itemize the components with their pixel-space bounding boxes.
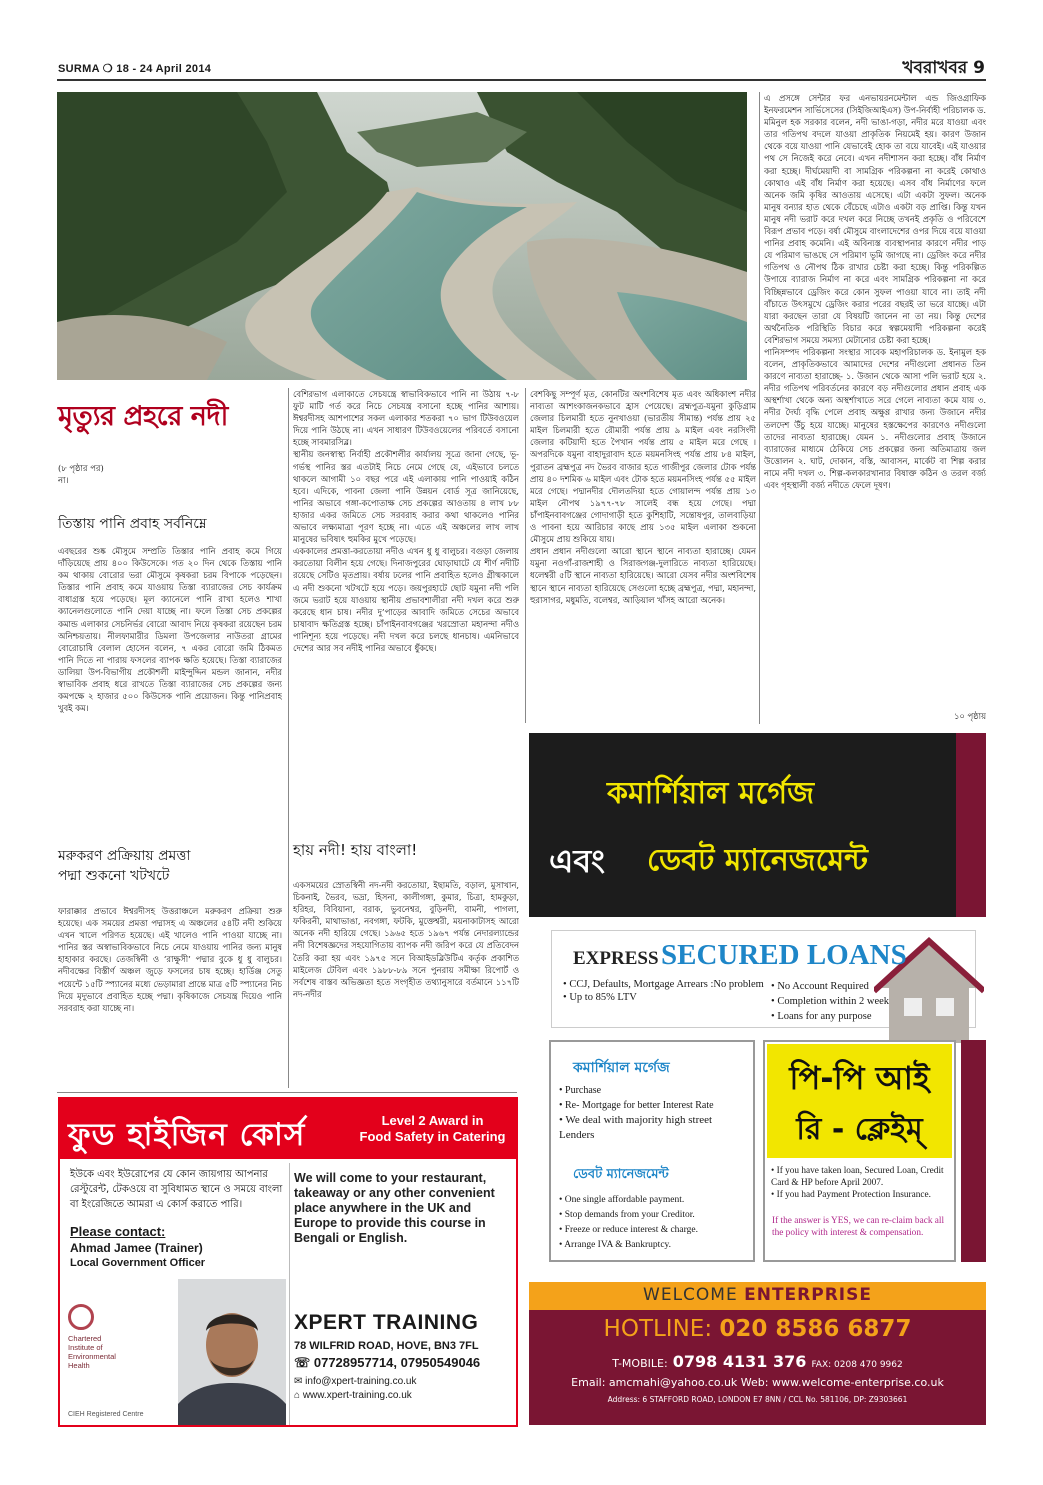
dm-title: ডেবট ম্যানেজমেন্ট (573, 1167, 669, 1182)
award-text: Level 2 Award in Food Safety in Catering (359, 1113, 506, 1144)
masthead-issue: SURMA ❍ 18 - 24 April 2014 (58, 63, 212, 75)
subheading-hay-nodi: হায় নদী! হায় বাংলা! (293, 841, 418, 859)
header-rule (57, 79, 986, 81)
cieh-logo-icon (68, 1304, 94, 1330)
ppi-list (771, 1165, 953, 1201)
article-col2-para2: একসময়ের স্রোতস্বিনী নদ-নদী করতোয়া, ইছামতি, বড়াল, মুসাখান, চিকনাই, ভৈরব, ভদ্রা, হিসনা, কালীগঙ্গা, কুমার, চিত্রা, হামকুড়া, হরিহর, বিবিয়ানা, বরাক, ভুবনেশ্বর, বুড়িনদী, বামনী, পাগলা, ফকিরনী, মাথাভাঙা, নবগঙ্গা, ফটকি, মুক্তেশ্বরী, ময়নাকাটাসহ আরো অনেক নদী হারিয়ে গেছে। ১৯৬৫ হতে ১৯৬৭ পর্যন্ত নেদারল্যান্ডের নদী বিশেষজ্ঞদের সহযোগিতায় ব্যাপক নদী জরিপ করে যে প্রতিবেদন তৈরি করা হয় এবং ১৯৭৫ সনে বিআইডব্লিউটিএ কর্তৃক প্রকাশিত মাইলেজ টেবিল এবং ১৯৮৮-৮৯ সনে পুনরায় সমীক্ষা রিপোর্ট ও সর্বশেষ বাস্তব অভিজ্ঞতা হতে সংগৃহীত তথ্যানুসারে বর্তমানে ১১৭টি নদ-নদীর (293, 880, 519, 999)
english-offer: We will come to your restaurant, takeaway or any other convenient place anywhere in the UK and Europe to provide this course in Bengali or English. (294, 1171, 495, 1245)
article-col4: এ প্রসঙ্গে সেন্টার ফর এনভায়রনমেন্টাল এন্ড জিওগ্রাফিক ইনফরমেশন সার্ভিসেসের (সিইজিআইএস) উপ-নির্বাহী পরিচালক ড. মমিনুল হক সরকার বলেন, নদী ভাঙা-গড়া, নদীর মরে যাওয়া এবং তার গতিপথ বদলে যাওয়া প্রাকৃতিক নিয়মেই হয়। কারণ উজান থেকে বয়ে যাওয়া পানি যেভাবেই হোক তা বয়ে যাবেই। এই যাওয়ার পথ সে নিজেই করে নেবে। এখন নদীশাসন করা হচ্ছে। বাঁধ নির্মাণ করা হচ্ছে। দীর্ঘমেয়াদী বা সামগ্রিক পরিকল্পনা না করেই কোথাও কোথাও এই বাঁধ নির্মাণ করা হয়েছে। এসব বাঁধ নির্মাণের ফলে অনেক জমি কৃষির আওতায় এসেছে। এটা একটা সুফল। অনেক মানুষ বন্যার হাত থেকে বেঁচেছে এটাও একটা বড় প্রাপ্তি। কিন্তু যখন মানুষ নদী ভরাট করে দখল করে নিচ্ছে তখনই প্রকৃতি ও পরিবেশে বিরূপ প্রভাব পড়ে। বর্ষা মৌসুমে বাংলাদেশের ওপর দিয়ে বয়ে যাওয়া পানির প্রবাহ কমেনি। এই অবিন্যস্ত ব্যবস্থাপনার কারণে নদীর পাড় যে পরিমাণ ভাঙছে সে পরিমাণ ভূমি জাগছে না। ড্রেজিং করে নদীর গতিপথ ও নৌপথ ঠিক রাখার চেষ্টা করা হচ্ছে। কিন্তু পরিকল্পিত উপায়ে ব্যারাজ নির্মাণ না করে এবং সামগ্রিক পরিকল্পনা না করে বিচ্ছিন্নভাবে ড্রেজিং করে কোন সুফল পাওয়া যাবে না। তাই নদী বাঁচাতে উৎসমুখে ড্রেজিং করার পরের বছরই তা ভরে যাচ্ছে। এটা যারা করছেন তারা যে বিষয়টি জানেন না তা নয়। কিন্তু দেশের অর্থনৈতিক পরিস্থিতি বিচার করে স্বল্পমেয়াদী পরিকল্পনা করেই বেশিরভাগ সময়ে সমস্যা মেটানোর চেষ্টা করা হচ্ছে। পানিসম্পদ পরিকল্পনা সংস্থার সাবেক মহাপরিচালক ড. ইনামুল হক বলেন, প্রাকৃতিকভাবে আমাদের দেশের নদীগুলো প্রধানত তিন কারণে নাব্যতা হারাচ্ছে- ১. উজান থেকে আসা পলি ভরাট হয়ে ২. নদীর গতিপথ পরিবর্তনের কারণে বড় নদীগুলোর প্রধান প্রবাহ এক অস্থর্শাখা থেকে অন্য অস্থর্শাখাতে সরে গেলে নাব্যতা কমে যায় ৩. নদীর দৈর্ঘ্য বৃদ্ধি পেলে প্রবাহ অক্ষুণ্ণ রাখার জন্য উজানে নদীর তলদেশ উঁচু হয়ে যাচ্ছে। মানুষের হস্তক্ষেপের কারণেও নদীগুলো তাদের নাব্যতা হারাচ্ছে। যেমন ১. নদীগুলোর প্রবাহ উজানে ব্যারাজের মাধ্যমে ঠেকিয়ে সেচ প্রকল্পের জন্য অতিমাত্রায় জল উত্তোলন ২. ঘাট, দোকান, বস্তি, আবাসন, মার্কেট বা শিল্প করার নামে নদী দখল ৩. শিল্প-কলকারখানার বিষাক্ত কঠিন ও তরল বর্জ্য এবং গৃহস্থালী বর্জ্য নদীতে ফেলে দূষণ। (764, 93, 986, 490)
ppi-note: If the answer is YES, we can re-claim back all the policy with interest & compensation. (772, 1216, 945, 1238)
hotline[interactable] (529, 1316, 986, 1342)
ppi-item: • If you had Payment Protection Insurance. (771, 1190, 931, 1200)
tmobile[interactable] (529, 1352, 986, 1371)
trainer-photo (178, 1279, 286, 1427)
cm-item: • We deal with majority high street Lenders (559, 1114, 713, 1141)
cm-item: • Purchase (559, 1085, 602, 1096)
article-col2-para1: বেশিরভাগ এলাকাতে সেচযন্ত্রে স্বাভাবিকভাবে পানি না উঠায় ৭-৮ ফুট মাটি গর্ত করে নিচে সেচযন্ত্র বসানো হচ্ছে পানির আশায়। ঈশ্বরদীসহ আশপাশের সকল এলাকার শতকরা ৭০ ভাগ টিউবওয়েল দিয়ে পানি উঠছে না। এখন সাধারণ টিউবওয়েলের পরিবর্তে বসানো হচ্ছে সাবমারসিব্ল। স্থানীয় জনস্বাস্থ্য নির্বাহী প্রকৌশলীর কার্যালয় সূত্রে জানা গেছে, ভূ-গর্ভস্থ পানির স্তর এতটাই নিচে নেমে গেছে যে, এইভাবে চলতে থাকলে আগামী ১০ বছর পরে এই এলাকায় পানি পাওয়াই কঠিন হবে। এদিকে, পাবনা জেলা পানি উন্নয়ন বোর্ড সূত্র জানিয়েছে, পানির অভাবে গঙ্গা-কপোতাক্ষ সেচ প্রকল্পের আওতায় ৪ লাখ ৮৮ হাজার একর জমিতে সেচ সরবরাহ করার কথা থাকলেও পানির অভাবে লক্ষ্যমাত্রা পূরণ হচ্ছে না। এতে এই অঞ্চলের লাখ লাখ মানুষের ভবিষ্যৎ হুমকির মুখে পড়েছে। এককালের প্রমত্তা-করতোয়া নদীও এখন ধু ধু বালুচর। বগুড়া জেলায় করতোয়া বিলীন হয়ে গেছে। দিনাজপুরের ঘোড়াঘাটে যে শীর্ণ নদীটি রয়েছে সেটিও মৃতপ্রায়। বর্ষায় ঢলের পানি প্রবাহিত হলেও গ্রীষ্মকালে এ নদী শুকনো খটখটে হয়ে পড়ে। জয়পুরহাটে ছোট যমুনা নদী পলি জমে ভরাট হয়ে যাওয়ায় স্থানীয় প্রভাবশালীরা নদী দখল করে শুরু করেছে ধান চাষ। নদীর দু’পাড়ের আবাদি জমিতে সেচের অভাবে চাষাবাদ ক্ষতিগ্রস্ত হচ্ছে। চাঁপাইনবাবগঞ্জের খরস্রোতা মহানন্দা নদীও পানিশূন্য হয়ে পড়েছে। নদী দখল করে চলছে ধানচাষ। এমনিভাবে দেশের আর সব নদীই পানির অভাবে ধুঁকছে। (293, 389, 519, 653)
contact-name: Ahmad Jamee (Trainer) (70, 1241, 203, 1255)
ppi-side-stripe (961, 1040, 986, 1262)
ad-title: ফুড হাইজিন কোর্স (68, 1117, 306, 1153)
enterprise-word: ENTERPRISE (744, 1285, 872, 1305)
banner-line2: ডেবট ম্যানেজমেন্ট (647, 843, 868, 878)
welcome-title (529, 1285, 986, 1305)
cieh-logo (68, 1304, 138, 1384)
river-photo (57, 92, 747, 380)
article-col3: বেশকিছু সম্পূর্ণ মৃত, কোনটির অংশবিশেষ মৃত এবং অধিকাংশ নদীর নাব্যতা আশংকাজনকভাবে হ্রাস পেয়েছে। ব্রহ্মপুত্র-যমুনা কুড়িগ্রাম জেলার চিলমারী হতে নুনখাওয়া (ভারতীয় সীমান্ত) পর্যন্ত প্রায় ২৫ মাইল চিলমারী হতে রৌমারী পর্যন্ত প্রায় ৯ মাইল এবং নরসিংদী জেলার কটিয়াদী হতে পৈখান পর্যন্ত প্রায় ৫ মাইল মরে গেছে । অপরদিকে যমুনা বাহাদুরাবাদ হতে ময়মনসিংহ পর্যন্ত প্রায় ৮৪ মাইল, পুরাতন ব্রহ্মপুত্র নদ ভৈরব বাজার হতে গাজীপুর জেলার টোক পর্যন্ত প্রায় ৪০ দশমিক ৬ মাইল এবং টোক হতে ময়মনসিংহ পর্যন্ত ৫৫ মাইল মরে গেছে। পদ্মানদীর দৌলতদিয়া হতে গোয়ালন্দ পর্যন্ত প্রায় ১৩ মাইল নৌপথ ১৯৭৭-৭৮ সালেই বন্ধ হয়ে গেছে। পদ্মা চাঁপাইনবাবগঞ্জের গোদাগাড়ী হতে কুশিহাটি, সন্তোষপুর, তালবাড়িয়া ও পাবনা হয়ে আরিচার কাছে প্রায় ১৩৫ মাইল এলাকা শুকনো মৌসুমে প্রায় শুকিয়ে যায়। প্রধান প্রধান নদীগুলো আরো স্থানে স্থানে নাব্যতা হারাচ্ছে। যেমন যমুনা নওগাঁ-রাজশাহী ও সিরাজগঞ্জ-দুলারিতে নাব্যতা হারিয়েছে। ধলেশ্বরী ৫টি স্থানে নাব্যতা হারিয়েছে। আরো যেসব নদীর অংশবিশেষ স্থানে স্থানে নাব্যতা হারিয়েছে সেগুলো হচ্ছে ব্রহ্মপুত্র, পদ্মা, মহানন্দা, হুরাসাগর, মধুমতি, বলেশ্বর, আড়িয়াল খাঁসহ আরো অনেক। (530, 389, 756, 605)
hotline-number: 020 8586 6877 (719, 1316, 912, 1342)
cieh-registered: CIEH Registered Centre (68, 1411, 144, 1418)
subheading-teesta: তিস্তায় পানি প্রবাহ সর্বনিম্নে (58, 516, 207, 532)
welcome-word: WELCOME (643, 1285, 738, 1305)
address-line: Address: 6 STAFFORD ROAD, LONDON E7 8NN / CCL No. 581106, DP: Z9303661 (607, 1395, 908, 1404)
loan-feature: • Loans for any purpose (771, 1011, 872, 1022)
express-label: EXPRESS (573, 948, 659, 969)
loan-features-right (771, 979, 891, 1024)
hotline-label: HOTLINE: (603, 1316, 713, 1342)
loan-feature: • CCJ, Defaults, Mortgage Arrears :No problem (563, 979, 764, 990)
section-rule (57, 1092, 517, 1093)
contact-label: Please contact: (70, 1224, 166, 1239)
dm-list (559, 1193, 749, 1253)
article-col1-para2: ফারাক্কার প্রভাবে ঈশ্বরদীসহ উত্তরাঞ্চলে মরুকরণ প্রক্রিয়া শুরু হয়েছে। এক সময়ের প্রমত্তা পদ্মাসহ এ অঞ্চলের ৫৪টি নদী শুকিয়ে এখন খালে পরিণত হয়েছে। এই খালেও পানি পাওয়া যাচ্ছে না। পানির স্তর অস্বাভাবিকভাবে নিচে নেমে যাওয়ায় পানির জন্য মানুষ হাহাকার করছে। তেজস্বিনী ও ‘রাক্ষুসী’ পদ্মার বুকে ধু ধু বালুচর। নদীবক্ষের বিস্তীর্ণ অঞ্চল জুড়ে ফসলের চাষ হচ্ছে। হার্ডিঞ্জ সেতু পয়েন্টে ১৫টি স্প্যানের মধ্যে ভেড়ামারা প্রান্তে মাত্র ৫টি স্প্যানের নিচ দিয়ে মৃদুভাবে প্রবাহিত হচ্ছে পদ্মা। কৃষিকাজে সেচযন্ত্র দিয়েও পানি সরবরাহ করা যাচ্ছে না। (58, 906, 282, 1013)
tmobile-number: 0798 4131 376 (672, 1352, 807, 1371)
food-hygiene-ad (58, 1097, 518, 1427)
trainer-avatar-icon (178, 1279, 286, 1427)
banner-line2-and: এবং (549, 842, 605, 880)
company-address: 78 WILFRID ROAD, HOVE, BN3 7FL (294, 1340, 479, 1352)
river-landscape-image (57, 92, 747, 380)
loan-feature: • Up to 85% LTV (563, 991, 637, 1003)
company-phones: ☏ 07728957714, 07950549046 (294, 1355, 481, 1370)
article-col1-para1: এবছরের শুষ্ক মৌসুমে সম্প্রতি তিস্তার পানি প্রবাহ কমে গিয়ে দাঁড়িয়েছে প্রায় ৪০০ কিউসেকে। গত ২০ দিন থেকে তিস্তায় পানি কম থাকায় বোরোর ভরা মৌসুমে কৃষকরা চরম বিপাকে পড়েছেন। তিস্তার পানি প্রবাহ কমে যাওয়ায় তিস্তা ব্যারাজের সেচ কার্যক্রম বাধাগ্রস্ত হয়ে পড়েছে। মূল ক্যানেলে পানি রাখা হলেও শাখা ক্যানেলগুলোতে পানি দেয়া যাচ্ছে না। ফলে তিস্তা সেচ প্রকল্পের কমান্ড এলাকার সেচনির্ভর বোরো আবাদ নিয়ে কৃষকরা রয়েছেন চরম অনিশ্চয়তায়। নীলফামারীর ডিমলা উপজেলার নাউতরা গ্রামের বোরোচাষি বেলাল হোসেন বলেন, ৭ একর বোরো জমি ঠিকমত পানি দিতে না পারায় ফসলের ব্যাপক ক্ষতি হয়েছে। তিস্তা ব্যারাজের ডালিয়া উপ-বিভাগীয় প্রকৌশলী মাইন্দুদ্দিন মন্ডল জানান, নদীর স্বাভাবিক প্রবাহ ধরে রাখতে তিস্তা ব্যারাজের সেচ প্রকল্পের জন্য কমপক্ষে ২ হাজার ৫০০ কিউসেক পানি প্রয়োজন। কিন্তু পানিপ্রবাহ খুবই কম। (58, 546, 282, 714)
dm-item: • Stop demands from your Creditor. (559, 1210, 695, 1220)
continued-from-note: (৮ পৃষ্ঠার পর) না। (58, 463, 104, 486)
ad-divider (289, 1163, 290, 1425)
tmobile-label: T-MOBILE: (612, 1357, 668, 1370)
contact-role: Local Government Officer (70, 1257, 206, 1269)
banner-side-stripe (956, 733, 986, 917)
cm-title: কমার্শিয়াল মর্গেজ (573, 1060, 670, 1076)
section-page-number: খবরাখবর 9 (902, 58, 985, 78)
mortgage-ad (529, 733, 986, 1425)
column-rule (288, 388, 289, 1088)
cm-item: • Re- Mortgage for better Interest Rate (559, 1100, 714, 1111)
company-web[interactable]: ⌂ www.xpert-training.co.uk (294, 1390, 412, 1401)
continued-on-note: ১০ পৃষ্ঠায় (953, 711, 986, 721)
bengali-offer: ইউকে এবং ইউরোপের যে কোন জায়গায় আপনার রেস্টুরেন্ট, টেকওয়ে বা সুবিধামত স্থানে ও সময়ে বাংলা বা ইংরেজিতে আমরা এ কোর্স করাতে পারি। (70, 1169, 283, 1210)
ppi-line2: রি - ক্লেইম্ (796, 1112, 923, 1147)
secured-loans-label: SECURED LOANS (661, 939, 907, 971)
cieh-logo-text: Chartered Institute of Environmental Health (68, 1334, 116, 1370)
dm-item: • One single affordable payment. (559, 1195, 685, 1205)
dm-item: • Arrange IVA & Bankruptcy. (559, 1240, 672, 1250)
loan-features-left (563, 979, 768, 1004)
column-rule (759, 92, 760, 724)
cm-list (559, 1083, 749, 1143)
fax-number: FAX: 0208 470 9962 (811, 1360, 903, 1370)
loan-feature: • Completion within 2 week (771, 996, 890, 1007)
article-headline: মৃত্যুর প্রহরে নদী (58, 401, 228, 432)
ppi-item: • If you have taken loan, Secured Loan, Credit Card & HP before April 2007. (771, 1166, 944, 1188)
banner-line1: কমার্শিয়াল মর্গেজ (607, 776, 815, 811)
dm-item: • Freeze or reduce interest & charge. (559, 1225, 698, 1235)
loan-feature: • No Account Required (771, 981, 869, 992)
email-web[interactable]: Email: amcmahi@yahoo.co.uk Web: www.welcome-enterprise.co.uk (571, 1376, 944, 1389)
column-rule (525, 388, 526, 723)
subheading-padma: মরুকরণ প্রক্রিয়ায় প্রমত্তা পদ্মা শুকনো খটখটে (58, 848, 191, 884)
ppi-line1: পি-পি আই (789, 1059, 930, 1097)
company-name: XPERT TRAINING (294, 1311, 479, 1334)
company-email[interactable]: ✉ info@xpert-training.co.uk (294, 1376, 417, 1387)
